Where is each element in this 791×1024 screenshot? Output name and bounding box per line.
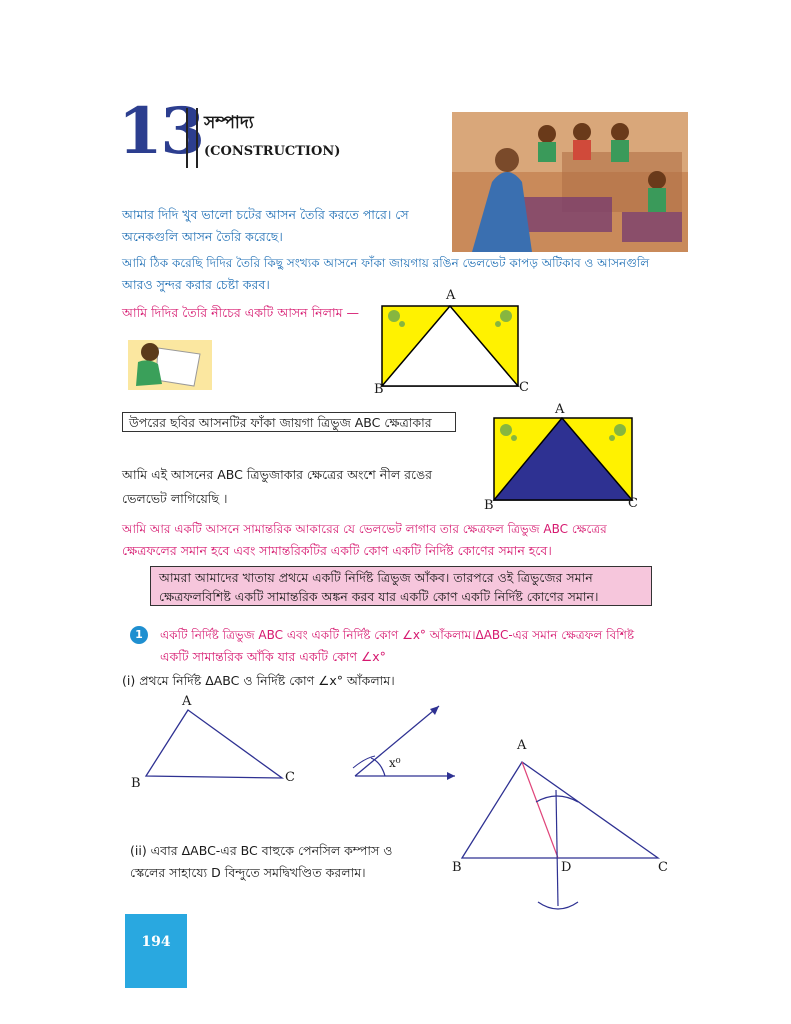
fig1-label-a: A xyxy=(446,288,456,303)
bisector-figure xyxy=(452,750,668,916)
task-number-badge: 1 xyxy=(130,626,148,644)
fig2-label-a: A xyxy=(555,402,565,417)
chapter-title: সম্পাদ্য xyxy=(204,113,254,133)
page-number-tab xyxy=(125,914,187,988)
intro-line-2: অনেকগুলি আসন তৈরি করেছে। xyxy=(122,229,283,244)
task1-line-1: একটি নির্দিষ্ট ত্রিভুজ ABC এবং একটি নির্দিষ্ট কোণ ∠x° আঁকলাম।ΔABC-এর সমান ক্ষেত্রফল বিশিষ্ট xyxy=(160,628,635,642)
intro-line-3: আমি ঠিক করেছি দিদির তৈরি কিছু সংখ্যক আসনে ফাঁকা জায়গায় রঙিন ভেলভেট কাপড় অটিকাব ও আসনগুলি xyxy=(122,256,650,270)
construction-plan-box xyxy=(150,566,652,606)
intro-line-4: আরও সুন্দর করার চেষ্টা করব। xyxy=(122,277,270,292)
fig2-label-c: C xyxy=(628,496,638,511)
boy-drawing-illustration xyxy=(128,334,212,396)
step-1-text: (i) প্রথমে নির্দিষ্ট ΔABC ও নির্দিষ্ট কোণ ∠x° আঁকলাম। xyxy=(122,673,395,688)
chapter-subtitle: (CONSTRUCTION) xyxy=(204,144,341,159)
intro-line-1: আমার দিদি খুব ভালো চটের আসন তৈরি করতে পারে। সে xyxy=(122,207,409,222)
fig4-angle-label: x⁰ xyxy=(389,756,401,770)
fig5-label-a: A xyxy=(517,738,527,753)
plan-line-1: আমি আর একটি আসনে সামান্তরিক আকারের যে ভেলভেট লাগাব তার ক্ষেত্রফল ত্রিভুজ ABC ক্ষেত্রের xyxy=(122,522,607,536)
page-number: 194 xyxy=(141,934,171,950)
fig5-label-c: C xyxy=(658,860,668,875)
fig3-label-c: C xyxy=(285,770,295,785)
box2-line-2: ক্ষেত্রফলবিশিষ্ট একটি সামান্তরিক অঙ্কন করব যার একটি কোণ একটি নির্দিষ্ট কোণের সমান। xyxy=(159,589,599,604)
triangle-region-note: উপরের ছবির আসনটির ফাঁকা জায়গা ত্রিভুজ ABC ক্ষেত্রাকার xyxy=(122,412,456,432)
fig5-label-d: D xyxy=(561,860,572,875)
fig2-label-b: B xyxy=(484,498,494,513)
mat-figure-1 xyxy=(370,288,532,396)
velvet-line-2: ভেলভেট লাগিয়েছি । xyxy=(122,491,228,506)
angle-x-figure xyxy=(345,700,465,790)
fig3-label-a: A xyxy=(182,694,192,709)
step-2-line-1: (ii) এবার ΔABC-এর BC বাহুকে পেনসিল কম্পাস ও xyxy=(130,843,393,858)
chapter-divider xyxy=(186,108,198,168)
triangle-abc-figure xyxy=(130,700,300,796)
fig3-label-b: B xyxy=(131,776,141,791)
chapter-number: 13 xyxy=(118,94,204,169)
classroom-illustration xyxy=(452,112,688,252)
mat-figure-2 xyxy=(484,404,644,508)
intro-line-5: আমি দিদির তৈরি নীচের একটি আসন নিলাম — xyxy=(122,305,359,320)
box2-line-1: আমরা আমাদের খাতায় প্রথমে একটি নির্দিষ্ট ত্রিভুজ আঁকব। তারপরে ওই ত্রিভুজের সমান xyxy=(159,570,593,585)
velvet-line-1: আমি এই আসনের ABC ত্রিভুজাকার ক্ষেত্রের অংশে নীল রঙের xyxy=(122,467,433,482)
plan-line-2: ক্ষেত্রফলের সমান হবে এবং সামান্তরিকটির একটি কোণ একটি নির্দিষ্ট কোণের সমান হবে। xyxy=(122,543,552,558)
fig5-label-b: B xyxy=(452,860,462,875)
fig1-label-b: B xyxy=(374,382,384,397)
fig1-label-c: C xyxy=(519,380,529,395)
step-2-line-2: স্কেলের সাহায্যে D বিন্দুতে সমদ্বিখণ্ডিত করলাম। xyxy=(130,865,366,880)
task1-line-2: একটি সামান্তরিক আঁকি যার একটি কোণ ∠x° xyxy=(160,649,386,664)
